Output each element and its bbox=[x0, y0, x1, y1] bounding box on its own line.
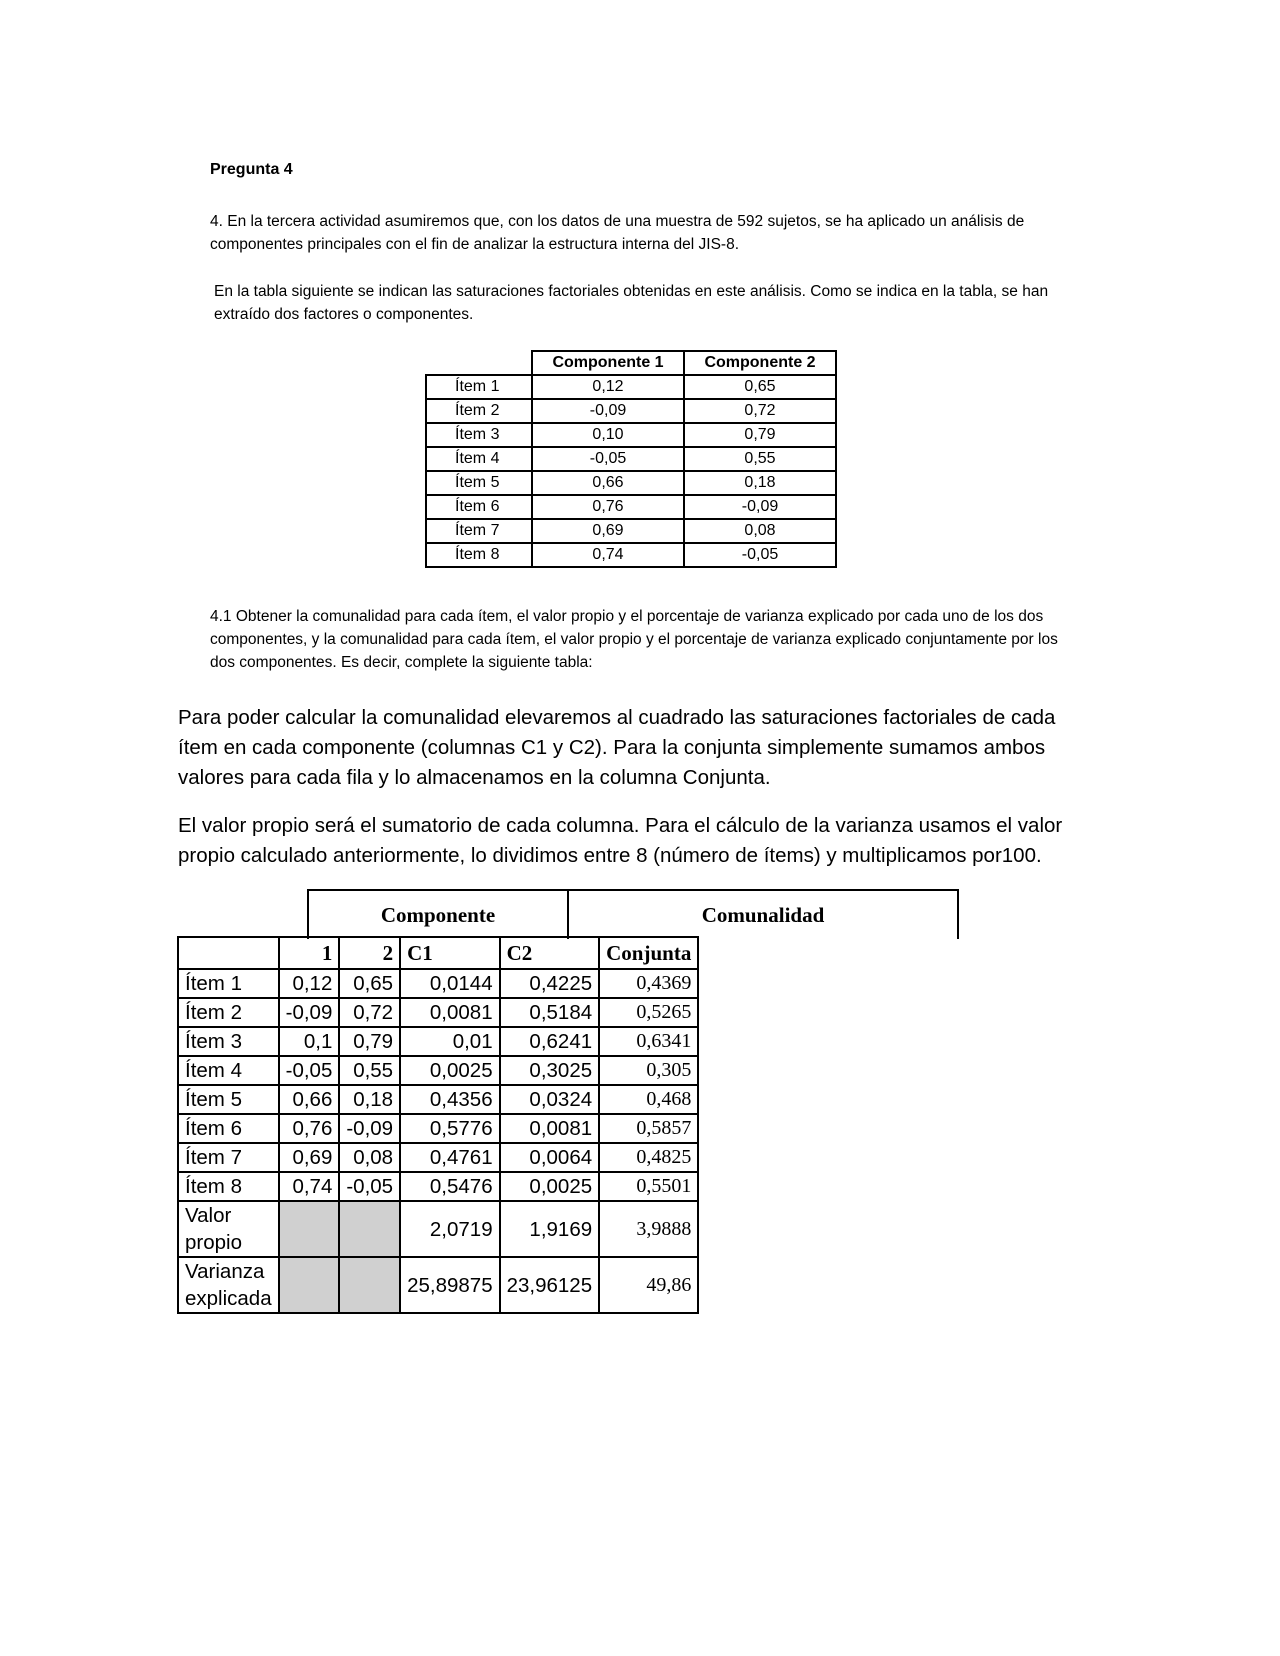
row-c2: 0,0081 bbox=[500, 1114, 600, 1143]
results-subheader-row bbox=[178, 937, 698, 969]
loadings-row bbox=[426, 447, 836, 471]
table-row bbox=[178, 1114, 698, 1143]
table-row bbox=[178, 1027, 698, 1056]
row-conjunta: 0,4369 bbox=[599, 969, 698, 998]
row-c2: 0,0324 bbox=[500, 1085, 600, 1114]
row-comp2: -0,05 bbox=[339, 1172, 400, 1201]
loadings-c1-value: 0,12 bbox=[532, 375, 684, 399]
question-table-intro: En la tabla siguiente se indican las saturaciones factoriales obtenidas en este análisis. Como se indica en la tabla, se han extraído dos factores o componentes. bbox=[214, 283, 1049, 323]
loadings-c2-value: 0,08 bbox=[684, 519, 836, 543]
loadings-row bbox=[426, 423, 836, 447]
row-comp2: -0,09 bbox=[339, 1114, 400, 1143]
variance-empty-comp1 bbox=[279, 1257, 340, 1313]
loadings-row bbox=[426, 471, 836, 495]
row-item-label: Ítem 1 bbox=[178, 969, 279, 998]
table-row bbox=[178, 1056, 698, 1085]
subheader-comp1: 1 bbox=[279, 937, 340, 969]
row-comp1: 0,1 bbox=[279, 1027, 340, 1056]
row-item-label: Ítem 8 bbox=[178, 1172, 279, 1201]
loadings-c1-value: 0,69 bbox=[532, 519, 684, 543]
row-c1: 0,0081 bbox=[400, 998, 500, 1027]
row-comp2: 0,55 bbox=[339, 1056, 400, 1085]
loadings-c1-value: 0,76 bbox=[532, 495, 684, 519]
row-c2: 0,4225 bbox=[500, 969, 600, 998]
row-comp1: -0,05 bbox=[279, 1056, 340, 1085]
results-table bbox=[177, 936, 699, 1314]
table-row bbox=[178, 969, 698, 998]
row-conjunta: 0,5501 bbox=[599, 1172, 698, 1201]
row-conjunta: 0,6341 bbox=[599, 1027, 698, 1056]
row-c1: 0,5776 bbox=[400, 1114, 500, 1143]
eigenvalue-label-line1: Valor bbox=[185, 1204, 232, 1227]
row-comp1: 0,12 bbox=[279, 969, 340, 998]
row-comp1: -0,09 bbox=[279, 998, 340, 1027]
question-task: 4.1 Obtener la comunalidad para cada ítem, el valor propio y el porcentaje de varianza explicado por cada uno de los dos componentes, y la comunalidad para cada ítem, el valor propio y el porcentaje de varianza explicado conjuntamente por los dos componentes. Es decir, complete la siguiente tabla: bbox=[210, 608, 1058, 671]
results-group-header bbox=[307, 889, 959, 939]
row-comp2: 0,72 bbox=[339, 998, 400, 1027]
eigenvalue-conjunta: 3,9888 bbox=[599, 1201, 698, 1257]
loadings-item-label: Ítem 1 bbox=[426, 375, 532, 399]
eigenvalue-empty-comp2 bbox=[339, 1201, 400, 1257]
loadings-c1-value: -0,05 bbox=[532, 447, 684, 471]
row-comp2: 0,08 bbox=[339, 1143, 400, 1172]
row-conjunta: 0,5857 bbox=[599, 1114, 698, 1143]
row-comp1: 0,69 bbox=[279, 1143, 340, 1172]
row-c1: 0,4356 bbox=[400, 1085, 500, 1114]
row-c2: 0,0064 bbox=[500, 1143, 600, 1172]
loadings-c2-value: 0,18 bbox=[684, 471, 836, 495]
subheader-c2: C2 bbox=[500, 937, 600, 969]
row-item-label: Ítem 2 bbox=[178, 998, 279, 1027]
table-row bbox=[178, 1143, 698, 1172]
row-comp2: 0,65 bbox=[339, 969, 400, 998]
loadings-header-c2: Componente 2 bbox=[684, 351, 836, 375]
answer-paragraph-1: Para poder calcular la comunalidad elevaremos al cuadrado las saturaciones factoriales de cada ítem en cada componente (columnas C1 y C2). Para la conjunta simplemente sumamos ambos valores para cada fila y lo almacenamos en la columna Conjunta. bbox=[178, 706, 1056, 789]
loadings-c2-value: 0,55 bbox=[684, 447, 836, 471]
variance-label bbox=[178, 1257, 279, 1313]
row-c1: 0,0144 bbox=[400, 969, 500, 998]
row-conjunta: 0,5265 bbox=[599, 998, 698, 1027]
table-row bbox=[178, 1085, 698, 1114]
group-header-comunalidad: Comunalidad bbox=[701, 902, 825, 927]
row-comp1: 0,66 bbox=[279, 1085, 340, 1114]
subheader-conjunta: Conjunta bbox=[599, 937, 698, 969]
variance-c1: 25,89875 bbox=[400, 1257, 500, 1313]
row-c1: 0,5476 bbox=[400, 1172, 500, 1201]
loadings-c1-value: -0,09 bbox=[532, 399, 684, 423]
group-header-componente: Componente bbox=[309, 891, 569, 939]
loadings-c1-value: 0,10 bbox=[532, 423, 684, 447]
answer-paragraph-2: El valor propio será el sumatorio de cada columna. Para el cálculo de la varianza usamos el valor propio calculado anteriormente, lo dividimos entre 8 (número de ítems) y multiplicamos por100. bbox=[178, 814, 1063, 867]
row-c1: 0,0025 bbox=[400, 1056, 500, 1085]
variance-label-line2: explicada bbox=[185, 1287, 272, 1310]
row-item-label: Ítem 3 bbox=[178, 1027, 279, 1056]
row-comp1: 0,76 bbox=[279, 1114, 340, 1143]
eigenvalue-row bbox=[178, 1201, 698, 1257]
row-c2: 0,6241 bbox=[500, 1027, 600, 1056]
row-comp2: 0,79 bbox=[339, 1027, 400, 1056]
loadings-item-label: Ítem 7 bbox=[426, 519, 532, 543]
loadings-row bbox=[426, 495, 836, 519]
loadings-row bbox=[426, 399, 836, 423]
row-conjunta: 0,468 bbox=[599, 1085, 698, 1114]
loadings-c1-value: 0,66 bbox=[532, 471, 684, 495]
loadings-corner-cell bbox=[426, 351, 532, 375]
row-item-label: Ítem 6 bbox=[178, 1114, 279, 1143]
row-item-label: Ítem 4 bbox=[178, 1056, 279, 1085]
question-intro: 4. En la tercera actividad asumiremos que, con los datos de una muestra de 592 sujetos, se ha aplicado un análisis de componentes principales con el fin de analizar la estructura interna del JIS-8. bbox=[210, 213, 1025, 253]
row-c2: 0,0025 bbox=[500, 1172, 600, 1201]
variance-conjunta: 49,86 bbox=[599, 1257, 698, 1313]
eigenvalue-label-line2: propio bbox=[185, 1231, 242, 1254]
variance-label-line1: Varianza bbox=[185, 1260, 265, 1283]
loadings-c2-value: -0,05 bbox=[684, 543, 836, 567]
row-comp1: 0,74 bbox=[279, 1172, 340, 1201]
row-c2: 0,3025 bbox=[500, 1056, 600, 1085]
loadings-item-label: Ítem 8 bbox=[426, 543, 532, 567]
row-item-label: Ítem 5 bbox=[178, 1085, 279, 1114]
eigenvalue-c2: 1,9169 bbox=[500, 1201, 600, 1257]
row-comp2: 0,18 bbox=[339, 1085, 400, 1114]
variance-c2: 23,96125 bbox=[500, 1257, 600, 1313]
loadings-c2-value: 0,65 bbox=[684, 375, 836, 399]
question-heading: Pregunta 4 bbox=[210, 161, 293, 178]
subheader-c1: C1 bbox=[400, 937, 500, 969]
loadings-header-row bbox=[426, 351, 836, 375]
row-c1: 0,01 bbox=[400, 1027, 500, 1056]
loadings-c2-value: 0,72 bbox=[684, 399, 836, 423]
loadings-item-label: Ítem 2 bbox=[426, 399, 532, 423]
loadings-c2-value: -0,09 bbox=[684, 495, 836, 519]
row-item-label: Ítem 7 bbox=[178, 1143, 279, 1172]
loadings-c2-value: 0,79 bbox=[684, 423, 836, 447]
eigenvalue-c1: 2,0719 bbox=[400, 1201, 500, 1257]
loadings-item-label: Ítem 4 bbox=[426, 447, 532, 471]
loadings-row bbox=[426, 543, 836, 567]
subheader-comp2: 2 bbox=[339, 937, 400, 969]
table-row bbox=[178, 998, 698, 1027]
loadings-item-label: Ítem 6 bbox=[426, 495, 532, 519]
eigenvalue-empty-comp1 bbox=[279, 1201, 340, 1257]
loadings-item-label: Ítem 3 bbox=[426, 423, 532, 447]
row-conjunta: 0,305 bbox=[599, 1056, 698, 1085]
results-corner-cell bbox=[178, 937, 279, 969]
loadings-c1-value: 0,74 bbox=[532, 543, 684, 567]
loadings-row bbox=[426, 519, 836, 543]
row-c2: 0,5184 bbox=[500, 998, 600, 1027]
row-c1: 0,4761 bbox=[400, 1143, 500, 1172]
variance-empty-comp2 bbox=[339, 1257, 400, 1313]
table-row bbox=[178, 1172, 698, 1201]
loadings-header-c1: Componente 1 bbox=[532, 351, 684, 375]
loadings-table bbox=[425, 350, 837, 568]
row-conjunta: 0,4825 bbox=[599, 1143, 698, 1172]
eigenvalue-label bbox=[178, 1201, 279, 1257]
loadings-item-label: Ítem 5 bbox=[426, 471, 532, 495]
variance-row bbox=[178, 1257, 698, 1313]
loadings-row bbox=[426, 375, 836, 399]
